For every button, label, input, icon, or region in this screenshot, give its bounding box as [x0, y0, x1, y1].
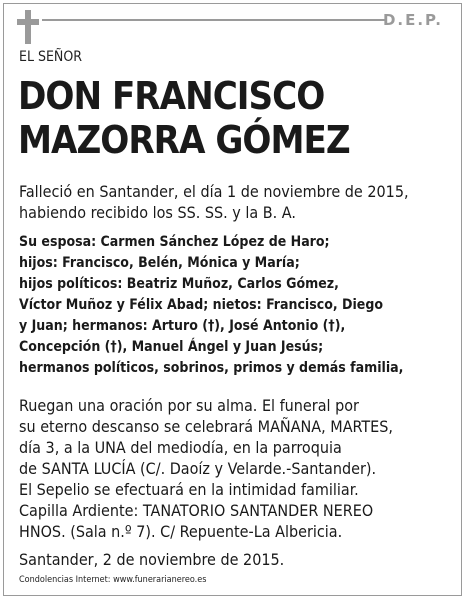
details-line: de SANTA LUCÍA (C/. Daoíz y Velarde.-Santander). — [19, 459, 377, 478]
details-line: HNOS. (Sala n.º 7). C/ Repuente-La Albericia. — [19, 522, 343, 541]
family-line: hijos: Francisco, Belén, Mónica y María; — [19, 255, 300, 271]
details-line: día 3, a la UNA del mediodía, en la parroquia — [19, 438, 342, 457]
cross-icon — [17, 10, 39, 44]
family-list — [19, 232, 459, 379]
family-line: Víctor Muñoz y Félix Abad; nietos: Francisco, Diego — [19, 297, 384, 313]
family-line: Concepción (†), Manuel Ángel y Juan Jesús; — [19, 339, 324, 355]
family-line: Su esposa: Carmen Sánchez López de Haro; — [19, 234, 330, 250]
deceased-name-line-2: MAZORRA GÓMEZ — [18, 118, 350, 162]
death-announcement — [19, 181, 459, 223]
details-line: El Sepelio se efectuará en la intimidad familiar. — [19, 480, 359, 499]
deceased-name — [18, 74, 458, 162]
family-line: hijos políticos: Beatriz Muñoz, Carlos Gómez, — [19, 276, 339, 292]
funeral-details — [19, 395, 459, 542]
family-line: y Juan; hermanos: Arturo (†), José Antonio (†), — [19, 318, 346, 334]
notice-date: Santander, 2 de noviembre de 2015. — [19, 550, 285, 569]
family-line: hermanos políticos, sobrinos, primos y demás familia, — [19, 360, 404, 376]
details-line: Capilla Ardiente: TANATORIO SANTANDER NEREO — [19, 501, 374, 520]
honorific: EL SEÑOR — [19, 49, 83, 65]
details-line: Ruegan una oración por su alma. El funeral por — [19, 396, 359, 415]
condolences-link[interactable]: Condolencias Internet: www.funerarianereo.es — [19, 575, 207, 585]
deceased-name-line-1: DON FRANCISCO — [18, 74, 325, 118]
header-divider — [42, 19, 387, 21]
dep-label: D.E.P. — [382, 11, 443, 29]
intro-line: habiendo recibido los SS. SS. y la B. A. — [19, 203, 296, 222]
details-line: su eterno descanso se celebrará MAÑANA, MARTES, — [19, 417, 393, 436]
intro-line: Falleció en Santander, el día 1 de noviembre de 2015, — [19, 182, 409, 201]
